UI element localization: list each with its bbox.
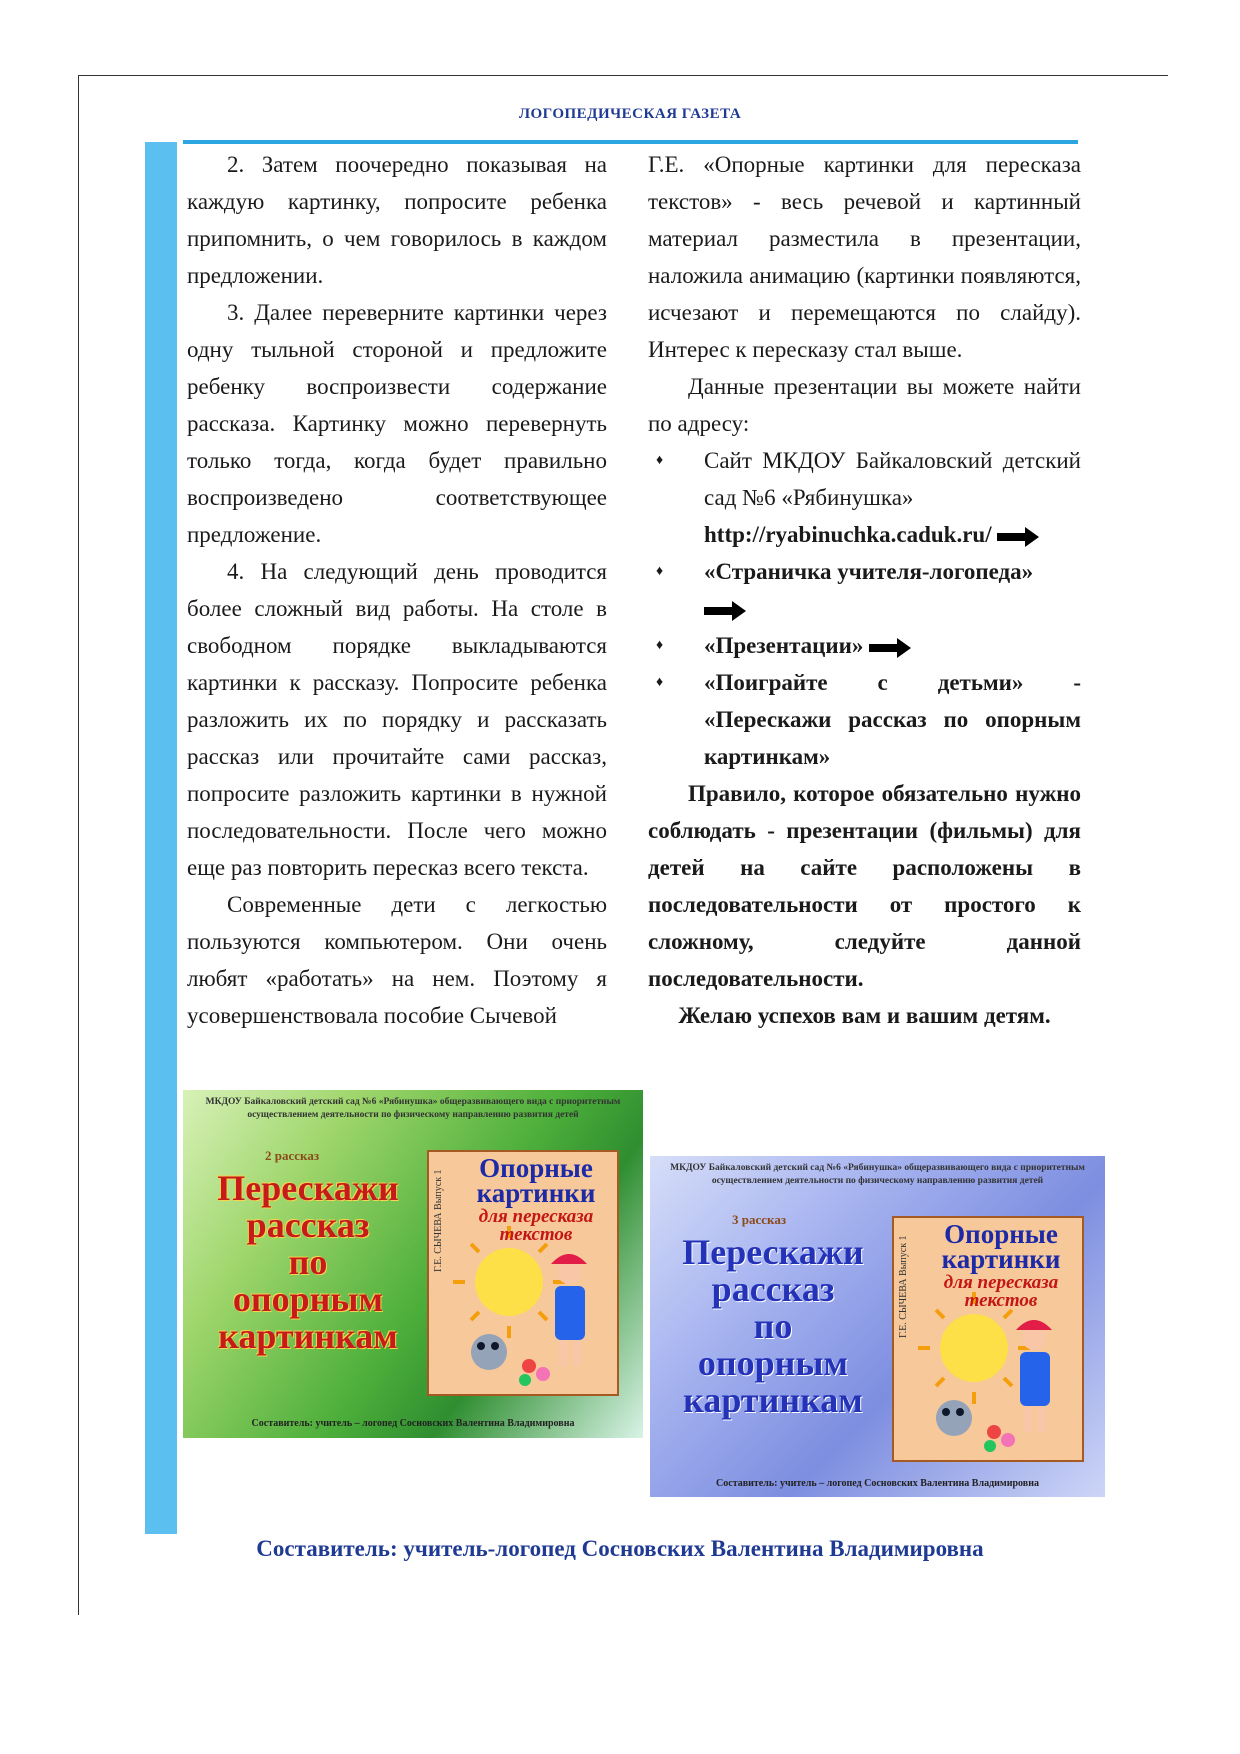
arrow-right-icon: [704, 600, 746, 622]
book-title: Опорные картинки: [941, 1219, 1061, 1274]
bullet-logoped-page: [648, 553, 1081, 627]
presentation-cover-story-2: [183, 1090, 643, 1438]
paragraph-presentation-intro: Г.Е. «Опорные картинки для пересказа текстов» - весь речевой и картинный материал разместила в презентации, наложила анимацию (картинки появляются, исчезают и перемещаются по слайду). Интерес к пересказу стал выше.: [648, 152, 1081, 362]
sidebar-accent-bar: [145, 142, 177, 1534]
book-subtitle: для пересказа текстов: [943, 1272, 1059, 1311]
left-column: [187, 146, 607, 1034]
paragraph-step-4: 4. На следующий день проводится более сложный вид работы. На столе в свободном порядке выкладываются картинки к рассказу. Попросите ребенка разложить их по порядку и рассказать рассказ или прочитайте сами рассказ, попросите разложить картинки в нужной последовательности. После чего можно еще раз повторить пересказ всего текста.: [187, 559, 607, 880]
bullet-site-text: Сайт МКДОУ Байкаловский детский сад №6 «Рябинушка»: [704, 448, 1081, 510]
right-column: [648, 146, 1081, 1034]
cover-org-text: МКДОУ Байкаловский детский сад №6 «Рябинушка» общеразвивающего вида с приоритетным осуществлением деятельности по физическому направлению развития детей: [670, 1163, 1085, 1186]
paragraph-address-intro: Данные презентации вы можете найти по адресу:: [648, 374, 1081, 436]
diamond-bullet-icon: ♦: [656, 675, 664, 690]
book-cover-image: [892, 1216, 1084, 1462]
header-rule: [183, 140, 1078, 144]
logoped-page-link[interactable]: «Страничка учителя-логопеда»: [704, 559, 1034, 584]
book-spine-text: Г.Е. СЫЧЕВА Выпуск 1: [433, 1169, 444, 1272]
book-title: Опорные картинки: [476, 1153, 596, 1208]
play-with-children-link[interactable]: «Поиграйте с детьми» - «Перескажи рассказ по опорным картинкам»: [704, 670, 1081, 769]
cover-story-number: 3 рассказ: [732, 1212, 787, 1227]
footer-credit: Составитель: учитель-логопед Сосновских Валентина Владимировна: [256, 1536, 984, 1561]
arrow-right-icon: [997, 526, 1039, 548]
bullet-presentations: [648, 627, 1081, 664]
page-frame-left: [78, 75, 79, 1615]
cover-story-number: 2 рассказ: [265, 1148, 320, 1163]
paragraph-wish: Желаю успехов вам и вашим детям.: [678, 1003, 1051, 1028]
book-subtitle: для пересказа текстов: [478, 1206, 594, 1245]
book-cover-image: [427, 1150, 619, 1396]
arrow-right-icon: [869, 637, 911, 659]
running-head: ЛОГОПЕДИЧЕСКАЯ ГАЗЕТА: [518, 106, 742, 122]
cover-author: Составитель: учитель – логопед Сосновских Валентина Владимировна: [716, 1478, 1039, 1489]
presentations-link[interactable]: «Презентации»: [704, 633, 864, 658]
cover-author: Составитель: учитель – логопед Сосновских Валентина Владимировна: [251, 1418, 575, 1429]
paragraph-rule: Правило, которое обязательно нужно соблюдать - презентации (фильмы) для детей на сайте расположены в последовательности от простого к сложному, следуйте данной последовательности.: [648, 781, 1081, 991]
book-spine-text: Г.Е. СЫЧЕВА Выпуск 1: [898, 1235, 909, 1338]
diamond-bullet-icon: ♦: [656, 564, 664, 579]
diamond-bullet-icon: ♦: [656, 638, 664, 653]
paragraph-step-2: 2. Затем поочередно показывая на каждую картинку, попросите ребенка припомнить, о чем говорилось в каждом предложении.: [187, 152, 607, 288]
bullet-site: [648, 442, 1081, 553]
cover-title: Перескажи рассказ по опорным картинкам: [217, 1168, 399, 1356]
bullet-play-with-children: [648, 664, 1081, 775]
cover-title: Перескажи рассказ по опорным картинкам: [682, 1232, 864, 1420]
diamond-bullet-icon: ♦: [656, 453, 664, 468]
cover-org-text: МКДОУ Байкаловский детский сад №6 «Рябинушка» общеразвивающего вида с приоритетным осуществлением деятельности по физическому направлению развития детей: [205, 1097, 621, 1120]
presentation-cover-story-3: [650, 1156, 1105, 1497]
paragraph-modern-children: Современные дети с легкостью пользуются компьютером. Они очень любят «работать» на нем. Поэтому я усовершенствовала пособие Сычевой: [187, 892, 607, 1028]
site-link[interactable]: http://ryabinuchka.caduk.ru/: [704, 522, 992, 547]
page-frame-top: [78, 75, 1168, 76]
paragraph-step-3: 3. Далее переверните картинки через одну тыльной стороной и предложите ребенку воспроизвести содержание рассказа. Картинку можно перевернуть только тогда, когда будет правильно воспроизведено соответствующее предложение.: [187, 300, 607, 547]
